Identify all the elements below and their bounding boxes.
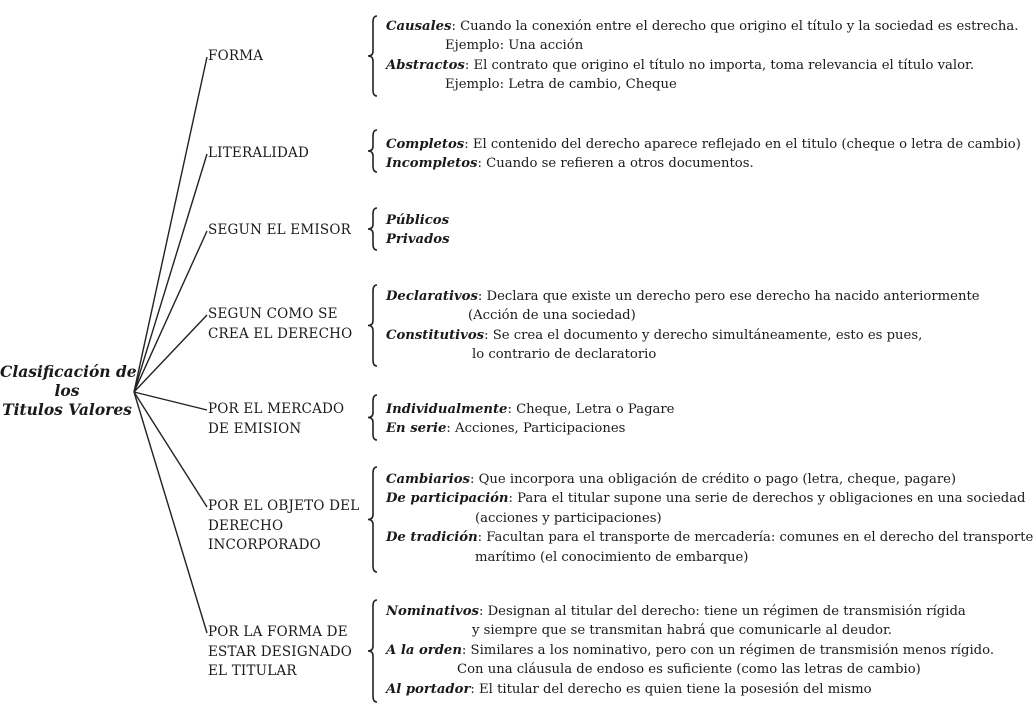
item-row [386,230,450,249]
item-term: Privados [386,232,450,248]
connector-line [134,315,207,392]
item-continuation: y siempre que se transmitan habrá que comunicarle al deudor. [472,623,892,639]
category-label [208,221,351,241]
category-label [208,497,359,556]
item-continuation: Ejemplo: Una acción [445,38,584,54]
brace [368,600,377,702]
item-term: Individualmente [386,402,508,417]
item-row [386,326,980,345]
item-term: De tradición [386,530,478,546]
category-items [386,602,994,699]
item-term: Públicos [386,213,449,228]
category-label-line: POR EL OBJETO DEL [208,498,360,514]
item-row [386,211,450,230]
item-description: : Se crea el documento y derecho simultáneamente, esto es pues, [484,327,923,343]
category-label [208,623,352,682]
category-label-line: DE EMISION [208,420,302,437]
category-items [386,211,450,250]
brace [368,130,377,172]
item-term: Incompletos [386,156,478,172]
item-term: Nominativos [386,604,479,619]
root-line: los [54,381,80,400]
category-label-line: SEGUN EL EMISOR [208,222,351,238]
connector-line [134,392,207,410]
category-label-line: ESTAR DESIGNADO [208,643,353,660]
item-description: : Similares a los nominativo, pero con un régimen de transmisión menos rígido. [461,642,995,658]
connector-line [134,392,207,507]
item-row [386,154,1021,173]
item-term: Cambiarios [386,472,470,487]
item-description: : Que incorpora una obligación de crédito o pago (letra, cheque, pagare) [469,472,957,487]
category-label [208,47,263,67]
item-description: : Designan al titular del derecho: tiene un régimen de transmisión rígida [478,604,966,619]
root-node [0,362,137,419]
item-row [386,602,994,621]
item-row [386,680,994,699]
category-items [386,17,1018,95]
category-label-line: DERECHO [208,517,284,534]
category-items [386,470,1033,567]
connector-line [134,231,207,392]
item-term: Abstractos [386,57,465,73]
item-description: : El titular del derecho es quien tiene la posesión del mismo [470,681,872,697]
item-continuation: Ejemplo: Letra de cambio, Cheque [445,77,677,93]
category-label-line: POR EL MERCADO [208,401,345,417]
item-description: : El contrato que origino el título no importa, toma relevancia el título valor. [464,57,975,73]
item-term: Causales [386,19,452,34]
category-items [386,287,980,365]
item-continuation: Con una cláusula de endoso es suficiente (como las letras de cambio) [457,662,921,678]
item-description: : Facultan para el transporte de mercadería: comunes en el derecho del transporte [477,530,1033,546]
item-row [386,641,994,660]
item-term: En serie [386,421,447,437]
category-label-line: FORMA [208,48,264,64]
item-row [386,528,1033,547]
category-label-line: LITERALIDAD [208,145,309,161]
brace [368,208,377,250]
item-term: Declarativos [386,289,478,304]
item-description: : Declara que existe un derecho pero ese derecho ha nacido anteriormente [477,289,980,304]
category-items [386,135,1021,174]
item-row [386,419,675,438]
item-row [386,56,1018,75]
brace [368,16,377,96]
root-line: Clasificación de [0,362,137,381]
item-description: : Cuando se refieren a otros documentos. [477,156,754,172]
item-row [386,470,1033,489]
item-description: : Cuando la conexión entre el derecho que origino el título y la sociedad es estrecha. [451,19,1019,34]
category-label [208,305,352,344]
category-label-line: INCORPORADO [208,537,321,553]
brace [368,467,377,572]
item-term: Constitutivos [386,327,485,343]
item-description: : Cheque, Letra o Pagare [507,402,675,417]
item-term: Completos [386,137,465,152]
item-continuation: marítimo (el conocimiento de embarque) [475,549,749,565]
connector-line [134,392,207,633]
item-continuation: (Acción de una sociedad) [468,308,636,324]
brace [368,395,377,440]
item-continuation: lo contrario de declaratorio [472,347,657,363]
item-row [386,287,980,306]
item-continuation: (acciones y participaciones) [475,510,662,526]
category-label-line: EL TITULAR [208,663,297,679]
category-label-line: CREA EL DERECHO [208,325,353,342]
item-row [386,17,1018,36]
item-row [386,400,675,419]
category-label [208,144,309,164]
item-description: : El contenido del derecho aparece reflejado en el titulo (cheque o letra de cambio) [464,137,1021,152]
item-term: A la orden [386,642,462,658]
category-items [386,400,675,439]
brace [368,285,377,366]
connector-line [134,154,207,392]
category-label [208,400,344,439]
connector-line [134,57,207,392]
item-row [386,489,1033,508]
root-line: Titulos Valores [2,400,132,419]
item-description: : Para el titular supone una serie de derechos y obligaciones en una sociedad [508,491,1026,507]
category-label-line: POR LA FORMA DE [208,624,348,640]
category-label-line: SEGUN COMO SE [208,306,338,322]
item-term: Al portador [386,681,471,697]
item-row [386,135,1021,154]
item-description: : Acciones, Participaciones [446,421,626,437]
item-term: De participación [386,491,509,507]
